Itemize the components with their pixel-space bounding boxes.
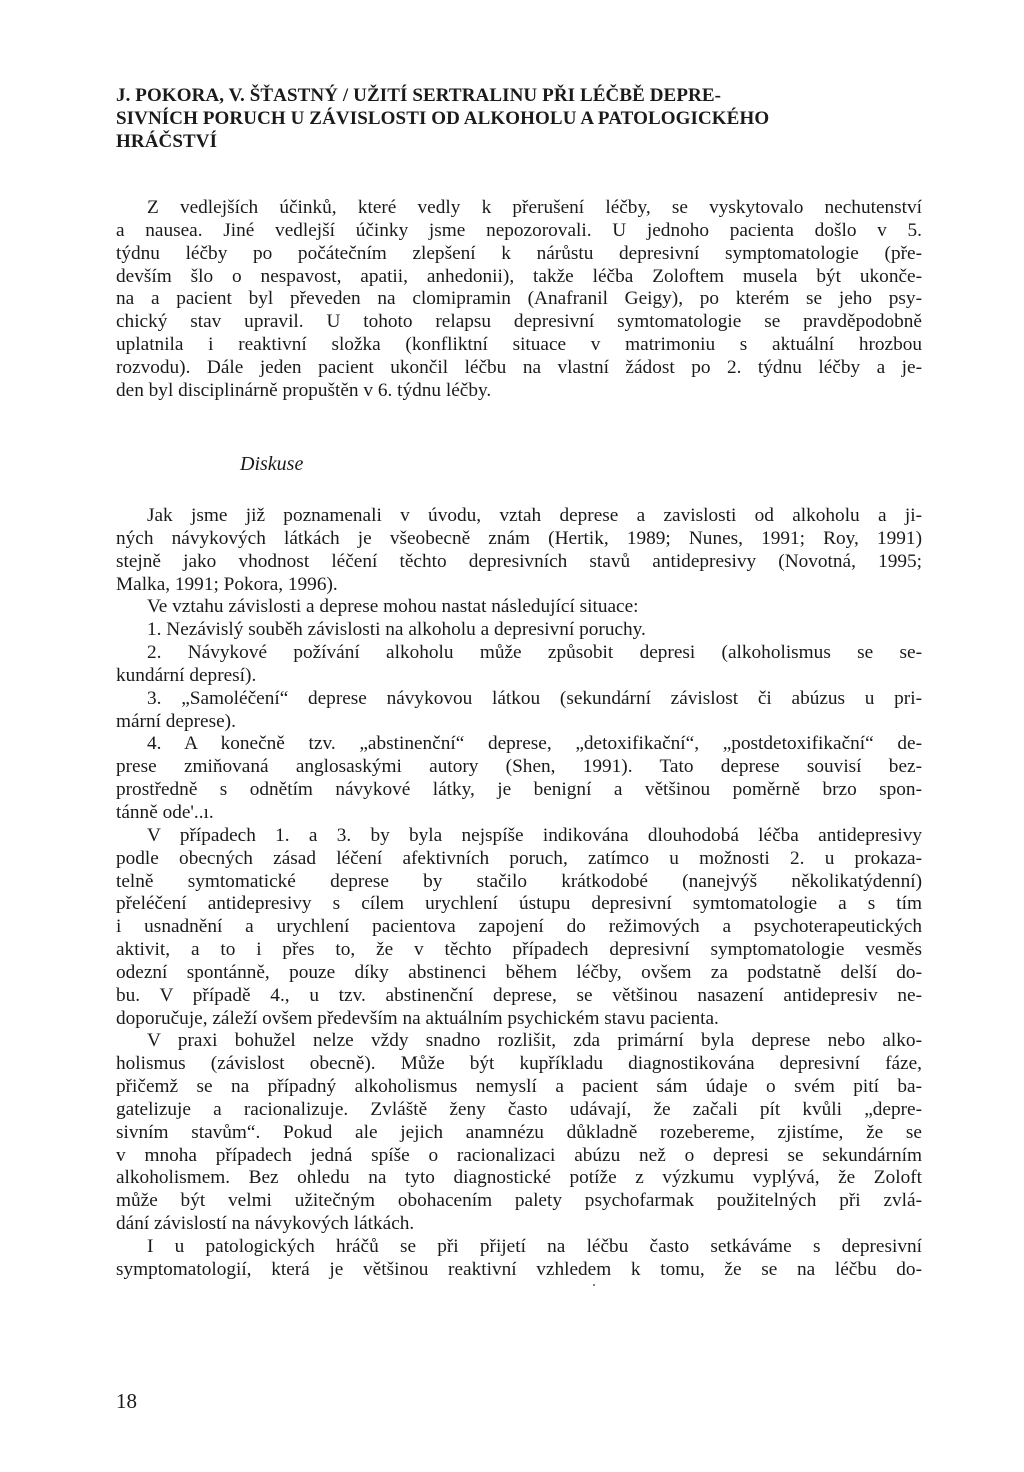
text-line: podle obecných zásad léčení afektivních poruch, zatímco u možnosti 2. u prokaza- [116,847,922,869]
text-line: Malka, 1991; Pokora, 1996). [116,573,338,595]
text-line: alkoholismem. Bez ohledu na tyto diagnostické potíže z výzkumu vyplývá, že Zoloft [116,1167,922,1189]
running-header [116,84,916,153]
text-line: telně symtomatické deprese by stačilo krátkodobé (nanejvýš několikatýdenní) [116,870,922,892]
text-line: uplatnila i reaktivní složka (konfliktní situace v matrimoniu s aktuální hrozbou [116,334,922,356]
text-line: tánně ode'..ı. [116,801,214,823]
list-item: 4. A konečně tzv. „abstinenční“ deprese, „detoxifikační“, „postdetoxifikační“ de- [147,733,922,755]
text-line: holismus (závislost obecně). Může být kupříkladu diagnostikována depresivní fáze, [116,1053,922,1075]
text-line: Jak jsme již poznamenali v úvodu, vztah deprese a zavislosti od alkoholu a ji- [147,505,922,526]
header-line: HRÁČSTVÍ [116,131,218,152]
text-line: přeléčení antidepresivy s cílem urychlení ústupu depresivní symtomatologie a s tím [116,893,922,915]
text-line: I u patologických hráčů se při přijetí na léčbu často setkáváme s depresivní [147,1236,922,1257]
text-line: kundární depresí). [116,664,257,686]
text-line: na a pacient byl převeden na clomipramin (Anafranil Geigy), po kterém se jeho psy- [116,288,922,310]
text-line: mární deprese). [116,710,236,732]
text-line: stejně jako vhodnost léčení těchto depresivních stavů antidepresivy (Novotná, 1995; [116,550,922,572]
text-line: rozvodu). Dále jeden pacient ukončil léčbu na vlastní žádost po 2. týdnu léčby a je- [116,356,922,378]
text-line: i usnadnění a urychlení pacientova zapojení do režimových a psychoterapeutických [116,916,922,938]
text-line: v mnoha případech jedná spíše o racionalizaci abúzu než o depresi se sekundárním [116,1144,922,1166]
text-line: V případech 1. a 3. by byla nejspíše indikována dlouhodobá léčba antidepresivy [147,824,922,846]
text-line: může být velmi užitečným obohacením palety psychofarmak použitelných při zvlá- [116,1190,922,1212]
text-line: gatelizuje a racionalizuje. Zvláště ženy často udávají, že začali pít kvůli „depre- [116,1098,922,1120]
scan-speck [593,1284,595,1286]
text-line: bu. V případě 4., u tzv. abstinenční deprese, se většinou nasazení antidepresiv ne- [116,984,922,1006]
text-line: V praxi bohužel nelze vždy snadno rozlišit, zda primární byla deprese nebo alko- [147,1030,922,1052]
text-line: doporučuje, záleží ovšem především na aktuálním psychickém stavu pacienta. [116,1007,719,1029]
text-line: den byl disciplinárně propuštěn v 6. týdnu léčby. [116,379,492,401]
text-line: přičemž se na případný alkoholismus nemyslí a pacient sám údaje o svém pití ba- [116,1076,922,1098]
intro-paragraph [116,197,922,403]
text-line: odezní spontánně, pouze díky abstinenci během léčby, ovšem za podstatně delší do- [116,961,922,983]
text-line: sivním stavům“. Pokud ale jejich anamnézu důkladně rozebereme, zjistíme, že se [116,1121,922,1143]
text-line: dání závislostí na návykových látkách. [116,1213,415,1235]
text-line: Z vedlejších účinků, které vedly k přerušení léčby, se vyskytovalo nechutenství [147,197,922,218]
text-line: aktivit, a to i přes to, že v těchto případech depresivní symptomatologie vesměs [116,939,922,961]
text-line: ných návykových látkách je všeobecně znám (Hertik, 1989; Nunes, 1991; Roy, 1991) [116,527,922,549]
text-line: a nausea. Jiné vedlejší účinky jsme nepozorovali. U jednoho pacienta došlo v 5. [116,219,922,241]
section-title: Diskuse [240,453,304,475]
header-line: SIVNÍCH PORUCH U ZÁVISLOSTI OD ALKOHOLU A PATOLOGICKÉHO [116,108,770,129]
text-line: Ve vztahu závislosti a deprese mohou nastat následující situace: [147,596,639,618]
list-item: 3. „Samoléčení“ deprese návykovou látkou (sekundární závislost či abúzus u pri- [147,687,922,709]
discussion-text [116,505,922,1282]
text-line: symptomatologií, která je většinou reaktivní vzhledem k tomu, že se na léčbu do- [116,1258,922,1280]
text-line: devším šlo o nespavost, apatii, anhedonii), takže léčba Zoloftem musela být ukonče- [116,265,922,287]
text-line: prese zmiňovaná anglosaskými autory (Shen, 1991). Tato deprese souvisí bez- [116,756,922,778]
text-line: týdnu léčby po počátečním zlepšení k nárůstu depresivní symptomatologie (pře- [116,242,922,264]
list-item: 2. Návykové požívání alkoholu může způsobit depresi (alkoholismus se se- [147,642,922,664]
text-line: chický stav upravil. U tohoto relapsu depresivní symtomatologie se pravděpodobně [116,311,922,333]
header-line: J. POKORA, V. ŠŤASTNÝ / UŽITÍ SERTRALINU PŘI LÉČBĚ DEPRE- [116,85,722,106]
list-item: 1. Nezávislý souběh závislosti na alkoholu a depresivní poruchy. [147,619,646,641]
text-line: prostředně s odnětím návykové látky, je benigní a většinou poměrně brzo spon- [116,779,922,801]
page-number: 18 [116,1389,137,1413]
